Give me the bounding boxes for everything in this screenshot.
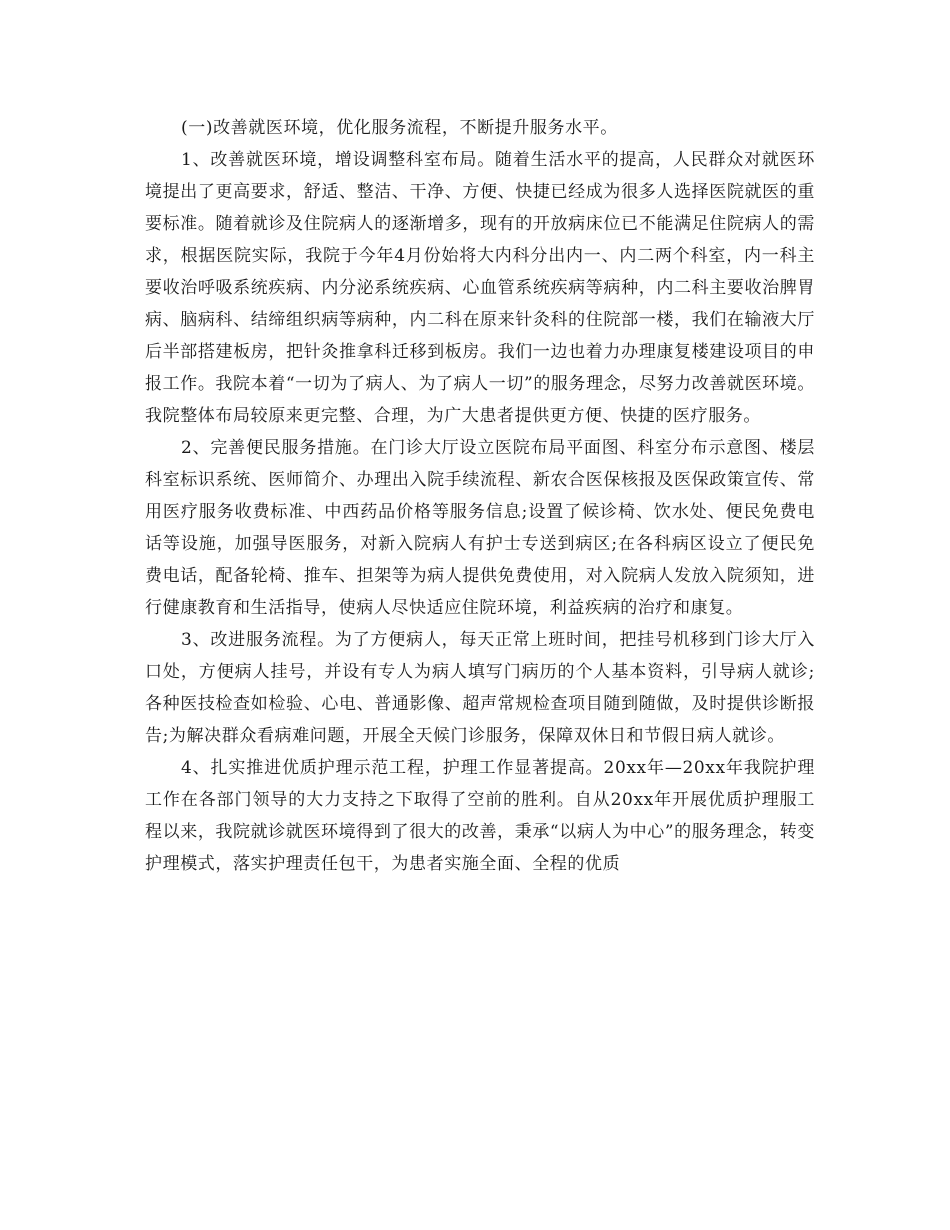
section-heading: (一)改善就医环境，优化服务流程，不断提升服务水平。 bbox=[181, 118, 618, 138]
paragraph-nursing: 4、扎实推进优质护理示范工程，护理工作显著提高。20xx年—20xx年我院护理工作在各部门领导的大力支持之下取得了空前的胜利。自从20xx年开展优质护理服工程以来，我院就诊就医环境得到了很大的改善，秉承“以病人为中心”的服务理念，转变护理模式，落实护理责任包干，为患者实施全面、全程的优质 bbox=[145, 758, 815, 874]
paragraph-process: 3、改进服务流程。为了方便病人，每天正常上班时间，把挂号机移到门诊大厅入口处，方便病人挂号，并设有专人为病人填写门病历的个人基本资料，引导病人就诊;各种医技检查如检验、心电、普通影像、超声常规检查项目随到随做，及时提供诊断报告;为解决群众看病难问题，开展全天候门诊服务，保障双休日和节假日病人就诊。 bbox=[145, 630, 815, 746]
paragraph-environment: 1、改善就医环境，增设调整科室布局。随着生活水平的提高，人民群众对就医环境提出了更高要求，舒适、整洁、干净、方便、快捷已经成为很多人选择医院就医的重要标准。随着就诊及住院病人的逐渐增多，现有的开放病床位已不能满足住院病人的需求，根据医院实际，我院于今年4月份始将大内科分出内一、内二两个科室，内一科主要收治呼吸系统疾病、内分泌系统疾病、心血管系统疾病等病种，内二科主要收治脾胃病、脑病科、结缔组织病等病种，内二科在原来针灸科的住院部一楼，我们在输液大厅后半部搭建板房，把针灸推拿科迁移到板房。我们一边也着力办理康复楼建设项目的申报工作。我院本着“一切为了病人、为了病人一切”的服务理念，尽努力改善就医环境。我院整体布局较原来更完整、合理，为广大患者提供更方便、快捷的医疗服务。 bbox=[145, 150, 815, 426]
document-body bbox=[145, 112, 815, 880]
paragraph-convenience: 2、完善便民服务措施。在门诊大厅设立医院布局平面图、科室分布示意图、楼层科室标识系统、医师简介、办理出入院手续流程、新农合医保核报及医保政策宣传、常用医疗服务收费标准、中西药品价格等服务信息;设置了候诊椅、饮水处、便民免费电话等设施，加强导医服务，对新入院病人有护士专送到病区;在各科病区设立了便民免费电话，配备轮椅、推车、担架等为病人提供免费使用，对入院病人发放入院须知，进行健康教育和生活指导，使病人尽快适应住院环境，利益疾病的治疗和康复。 bbox=[145, 438, 815, 618]
